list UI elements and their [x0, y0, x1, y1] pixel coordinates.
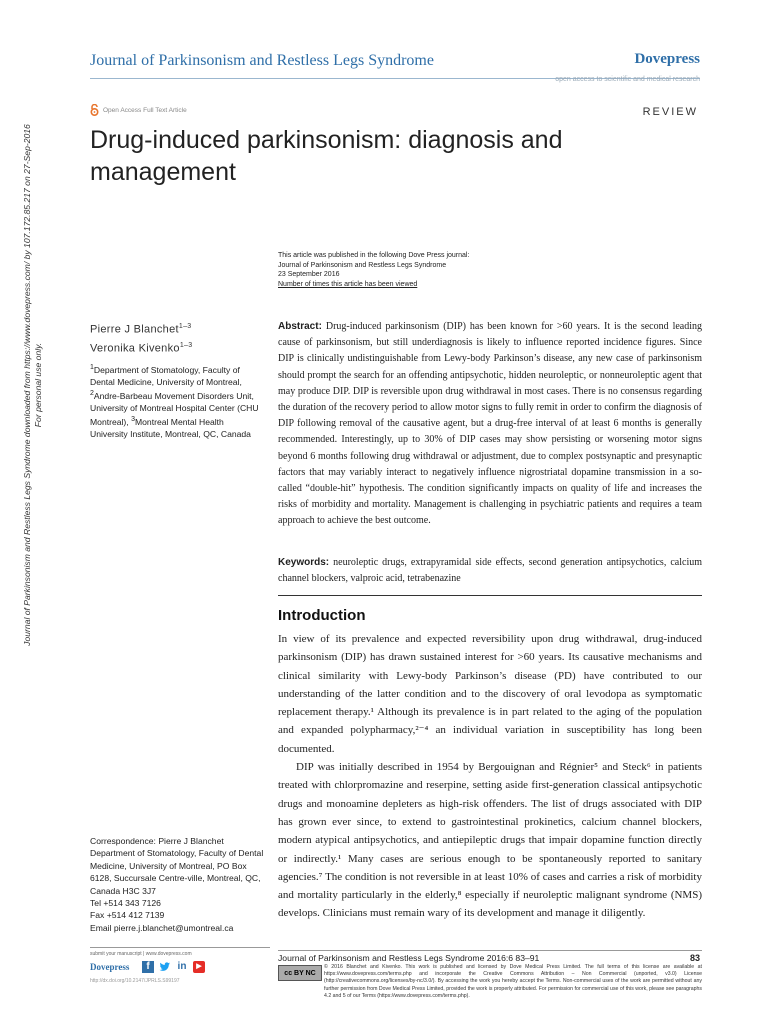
submit-manuscript-link[interactable]: submit your manuscript | www.dovepress.com	[90, 951, 192, 957]
affiliations: $^1$Department of Stomatology, Faculty of Dental Medicine, University of Montreal, $^2$Andre-Barbeau Movement Disorders Unit, University of Montreal Hospital Center (CHU Montreal), $^3$Montreal Mental Health University Institute, Montreal, QC, Canada	[90, 364, 259, 439]
paragraph: In view of its prevalence and expected reversibility upon drug withdrawal, drug-induced parkinsonism (DIP) has drawn sustained interest for >60 years. Its causative mechanisms and clinical similarity with Lewy-body Parkinson’s disease (PD) have contributed to our understanding of the latter condition and to the discovery of oral levodopa as symptomatic replacement therapy.¹ Although its prevalence is in part related to the aging of the population and expanded polypharmacy,²⁻⁴ an individual variation in susceptibility has long been documented.	[278, 633, 702, 755]
keywords-text: neuroleptic drugs, extrapyramidal side effects, second generation antipsychotics, calcium channel blockers, valproic acid, tetrabenazine	[278, 557, 703, 584]
pubinfo-journal: Journal of Parkinsonism and Restless Legs Syndrome	[278, 261, 447, 269]
article-title: Drug-induced parkinsonism: diagnosis and management	[90, 126, 563, 186]
author: Pierre J Blanchet$^{1-3}$	[90, 323, 192, 336]
correspondence	[90, 835, 270, 934]
doi-link[interactable]: http://dx.doi.org/10.2147/JPRLS.S99197	[90, 978, 180, 984]
correspondence-address: Department of Stomatology, Faculty of Dental Medicine, University of Montreal, PO Box 6128, Succursale Centre-ville, Montreal, QC, Canada H3C 3J7	[90, 848, 264, 896]
pubinfo-line: This article was published in the following Dove Press journal:	[278, 252, 470, 259]
dovepress-logo[interactable]: Dovepress	[634, 51, 700, 67]
correspondence-name: Correspondence: Pierre J Blanchet	[90, 836, 224, 846]
brand-tagline: open access to scientific and medical research	[555, 76, 700, 83]
keywords-label: Keywords:	[278, 557, 330, 568]
paragraph: DIP was initially described in 1954 by Bergouignan and Régnier⁵ and Steck⁶ in patients treated with chlorpromazine and reserpine, setting aside first-generation classical antipsychotic drugs and monoamine depleters as high-risk offenders. The list of drugs associated with DIP has grown ever since, to extend to gastrointestinal prokinetics, calcium channel blockers, modern atypical antipsychotics, and antiepileptic drugs that impair dopamine function directly or indirectly.¹ Many cases are serious enough to be spontaneously reported to sanitary agencies.⁷ The condition is not reversible in at least 10% of cases and carries a risk of morbidity and mortality particularly in the elderly,⁸ especially if neuroleptic malignant syndrome (NMS) develops. Clinicians must remain wary of its development and manage it diligently.	[278, 761, 702, 920]
footer-citation: Journal of Parkinsonism and Restless Legs Syndrome 2016:6 83–91	[278, 953, 540, 963]
pubinfo-date: 23 September 2016	[278, 271, 340, 278]
section-divider	[278, 595, 702, 596]
social-links	[142, 961, 205, 973]
facebook-icon[interactable]: f	[142, 961, 154, 973]
section-heading: Introduction	[278, 607, 366, 624]
page-number: 83	[689, 953, 700, 963]
abstract	[278, 319, 702, 530]
keywords	[278, 555, 702, 587]
introduction-body	[278, 630, 702, 923]
youtube-icon[interactable]: ▶	[193, 961, 205, 973]
correspondence-fax: Fax +514 412 7139	[90, 910, 165, 921]
open-access-label	[90, 104, 187, 116]
twitter-icon[interactable]	[159, 961, 171, 973]
correspondence-tel: Tel +514 343 7126	[90, 898, 161, 909]
abstract-text: Drug-induced parkinsonism (DIP) has been known for >60 years. It is the second leading cause of parkinsonism, but still underdiagnosis is likely to influence reported incidence figures. Since DIP is clinically undistinguishable from Lewy-body Parkinson’s disease, any new case of parkinsonism should prompt the search for an offending antipsychotic, hidden neuroleptic, or nonneuroleptic agent that may produce DIP. DIP is reversible upon drug withdrawal in most cases. There is no consensus regarding the duration of the recovery period to allow motor signs to fully remit in order to confirm the diagnosis of DIP following removal of the causative agent, but a drug-free interval of at least 6 months is generally recommended. Interestingly, up to 30% of DIP cases may show persisting or worsening motor signs beyond 6 months following drug withdrawal or adjustment, due to complex postsynaptic and presynaptic factors that may variably interact to negatively influence nigrostriatal dopamine transmission in a so-called “double-hit” hypothesis. The condition significantly impacts on quality of life and increases the risks of morbidity and mortality. Management is challenging in psychiatric patients and requires a team approach to achieve the best outcome.	[278, 321, 703, 527]
journal-title: Journal of Parkinsonism and Restless Legs Syndrome	[90, 52, 434, 69]
side-note-line: For personal use only.	[33, 342, 43, 428]
dovepress-footer-logo[interactable]: Dovepress	[90, 962, 130, 972]
open-access-text: Open Access Full Text Article	[103, 106, 187, 114]
author: Veronika Kivenko$^{1-3}$	[90, 341, 193, 355]
footer-rule	[90, 947, 270, 948]
download-side-note	[22, 35, 44, 735]
side-note-line: Journal of Parkinsonism and Restless Legs Syndrome downloaded from https://www.dovepress.com/ by 107.172.85.217 on 27-Sep-2016	[22, 124, 32, 646]
license-text: © 2016 Blanchet and Kivenko. This work is published and licensed by Dove Medical Press Limited. The full terms of this license are available at https://www.dovepress.com/terms.php and incorporate the Creative Commons Attribution – Non Commercial (unported, v3.0) License (http://creativecommons.org/licenses/by-nc/3.0/). By accessing the work you hereby accept the Terms. Non-commercial uses of the work are permitted without any further permission from Dove Medical Press Limited, provided the work is properly attributed. For permission for commercial use of this work, please see paragraphs 4.2 and 5 of our Terms (https://www.dovepress.com/terms.php).	[324, 964, 702, 999]
article-type: REVIEW	[642, 106, 698, 118]
open-access-icon	[90, 104, 99, 116]
linkedin-icon[interactable]: in	[177, 961, 187, 972]
publication-info	[278, 251, 469, 289]
correspondence-email[interactable]: Email pierre.j.blanchet@umontreal.ca	[90, 922, 234, 933]
creative-commons-badge[interactable]: cc BY NC	[278, 965, 322, 981]
author-list	[90, 319, 192, 356]
views-link[interactable]: Number of times this article has been viewed	[278, 280, 418, 288]
abstract-label: Abstract:	[278, 321, 322, 332]
footer-rule	[278, 950, 702, 951]
